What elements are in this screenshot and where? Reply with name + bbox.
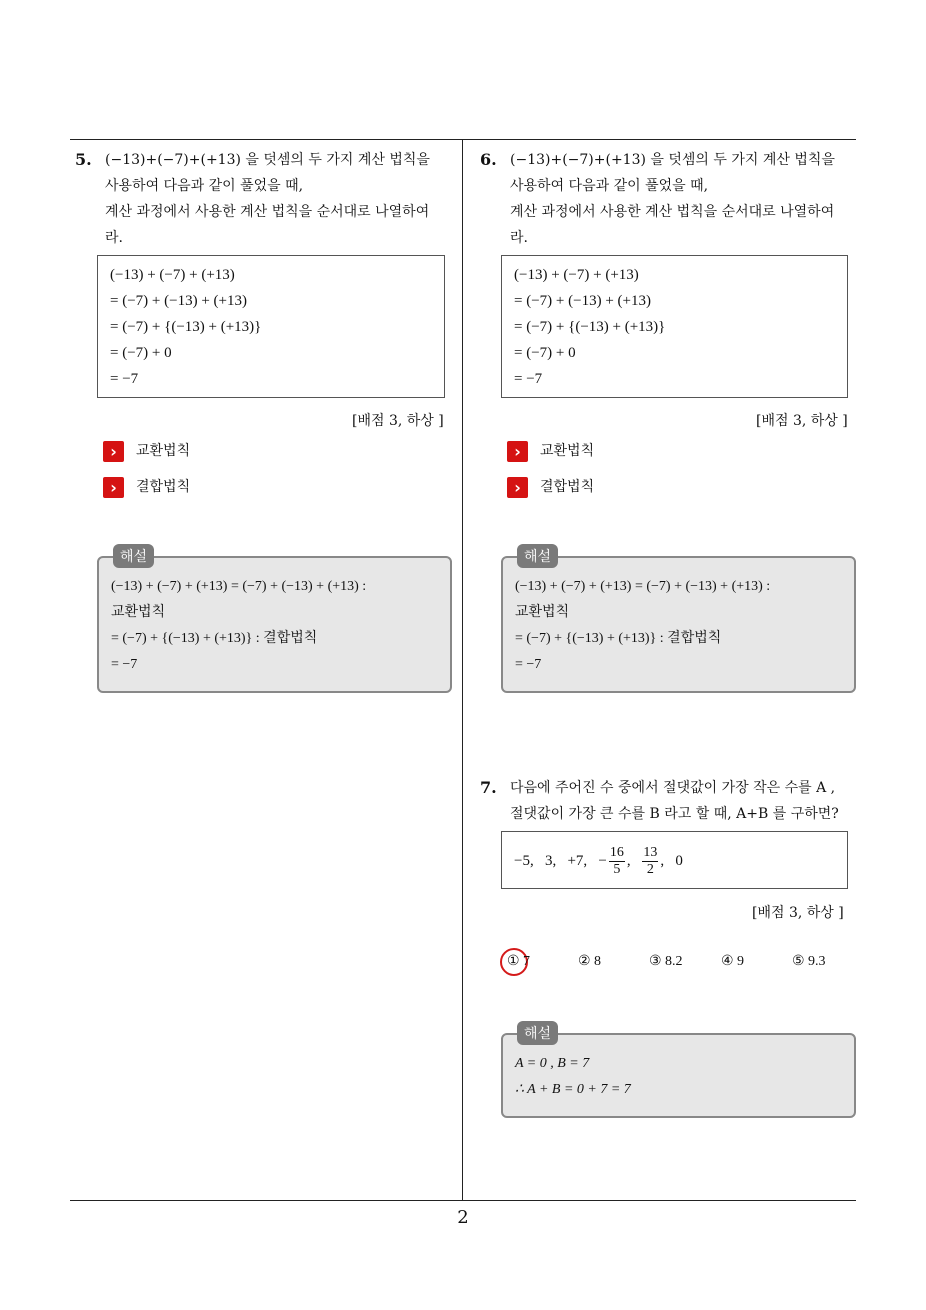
question-text-line: 라. xyxy=(105,230,123,246)
solution-line: A = 0 , B = 7 xyxy=(515,1056,590,1071)
chevron-right-icon: › xyxy=(507,441,528,462)
fraction xyxy=(609,845,625,878)
solution-tag: 해설 xyxy=(113,544,154,568)
solution-line: (−13) + (−7) + (+13) = (−7) + (−13) + (+13) : xyxy=(111,579,367,594)
chevron-right-icon: › xyxy=(103,477,124,498)
solution-box xyxy=(501,1026,856,1118)
solution-box xyxy=(501,549,856,693)
question-text-line: 계산 과정에서 사용한 계산 법칙을 순서대로 나열하여 xyxy=(510,204,835,220)
solution-line: = (−7) + {(−13) + (+13)} : 결합법칙 xyxy=(515,631,722,646)
solution-line: = −7 xyxy=(111,657,138,672)
question-text-line: 계산 과정에서 사용한 계산 법칙을 순서대로 나열하여 xyxy=(105,204,430,220)
working-line: (−13) + (−7) + (+13) xyxy=(514,267,639,283)
question-number: 7. xyxy=(480,778,497,797)
numbers-prefix: −5, 3, +7, − xyxy=(514,853,607,869)
working-box xyxy=(501,255,848,398)
working-line: (−13) + (−7) + (+13) xyxy=(110,267,235,283)
top-rule xyxy=(70,139,856,140)
solution-tag: 해설 xyxy=(517,544,558,568)
solution-box xyxy=(97,549,452,693)
solution-line: ∴ A + B = 0 + 7 = 7 xyxy=(515,1082,631,1097)
numbers-suffix: , 0 xyxy=(660,853,683,869)
choice-1[interactable]: ① 7 xyxy=(507,954,531,969)
solution-tag: 해설 xyxy=(517,1021,558,1045)
working-line: = (−7) + {(−13) + (+13)} xyxy=(110,319,262,335)
answer-item xyxy=(103,474,190,500)
working-line: = −7 xyxy=(110,371,139,387)
choice-3[interactable]: ③ 8.2 xyxy=(649,954,683,969)
choice-5[interactable]: ⑤ 9.3 xyxy=(792,954,826,969)
solution-line: = (−7) + {(−13) + (+13)} : 결합법칙 xyxy=(111,631,318,646)
answer-item xyxy=(103,438,190,464)
question-text-line: 사용하여 다음과 같이 풀었을 때, xyxy=(510,178,709,194)
answer-label: 결합법칙 xyxy=(540,479,595,495)
question-text xyxy=(105,147,455,251)
working-line: = (−7) + 0 xyxy=(514,345,576,361)
choice-2[interactable]: ② 8 xyxy=(578,954,602,969)
question-text-line: 라. xyxy=(510,230,528,246)
question-text xyxy=(510,775,860,827)
question-text-line: (−13)+(−7)+(+13) 을 덧셈의 두 가지 계산 법칙을 xyxy=(510,152,835,168)
working-line: = −7 xyxy=(514,371,543,387)
column-divider xyxy=(462,139,463,1201)
question-number: 6. xyxy=(480,150,497,169)
working-line: = (−7) + (−13) + (+13) xyxy=(110,293,247,309)
answer-label: 교환법칙 xyxy=(540,443,595,459)
question-text-line: 절댓값이 가장 큰 수를 B 라고 할 때, A+B 를 구하면? xyxy=(510,806,839,822)
separator: , xyxy=(626,853,631,869)
solution-line: 교환법칙 xyxy=(515,605,570,620)
question-7 xyxy=(480,775,860,827)
answer-item xyxy=(507,474,594,500)
bottom-rule xyxy=(70,1200,856,1201)
working-line: = (−7) + 0 xyxy=(110,345,172,361)
question-text xyxy=(510,147,860,251)
question-number: 5. xyxy=(75,150,92,169)
working-box xyxy=(97,255,445,398)
score-label: [배점 3, 하상 ] xyxy=(352,413,444,429)
answer-label: 교환법칙 xyxy=(136,443,191,459)
solution-line: 교환법칙 xyxy=(111,605,166,620)
fraction-denominator: 2 xyxy=(646,862,654,878)
solution-line: (−13) + (−7) + (+13) = (−7) + (−13) + (+13) : xyxy=(515,579,771,594)
score-label: [배점 3, 하상 ] xyxy=(752,905,844,921)
chevron-right-icon: › xyxy=(507,477,528,498)
page-number: 2 xyxy=(457,1207,469,1228)
question-5 xyxy=(75,147,455,251)
question-text-line: (−13)+(−7)+(+13) 을 덧셈의 두 가지 계산 법칙을 xyxy=(105,152,430,168)
working-line: = (−7) + {(−13) + (+13)} xyxy=(514,319,666,335)
working-line: = (−7) + (−13) + (+13) xyxy=(514,293,651,309)
fraction xyxy=(642,845,658,878)
answer-item xyxy=(507,438,594,464)
choice-4[interactable]: ④ 9 xyxy=(721,954,745,969)
question-text-line: 다음에 주어진 수 중에서 절댓값이 가장 작은 수를 A , xyxy=(510,780,836,796)
chevron-right-icon: › xyxy=(103,441,124,462)
fraction-numerator: 16 xyxy=(609,845,624,861)
answer-label: 결합법칙 xyxy=(136,479,191,495)
score-label: [배점 3, 하상 ] xyxy=(756,413,848,429)
numbers-box xyxy=(501,831,848,889)
fraction-denominator: 5 xyxy=(613,862,621,878)
question-text-line: 사용하여 다음과 같이 풀었을 때, xyxy=(105,178,304,194)
fraction-numerator: 13 xyxy=(643,845,658,861)
question-6 xyxy=(480,147,860,251)
solution-line: = −7 xyxy=(515,657,542,672)
